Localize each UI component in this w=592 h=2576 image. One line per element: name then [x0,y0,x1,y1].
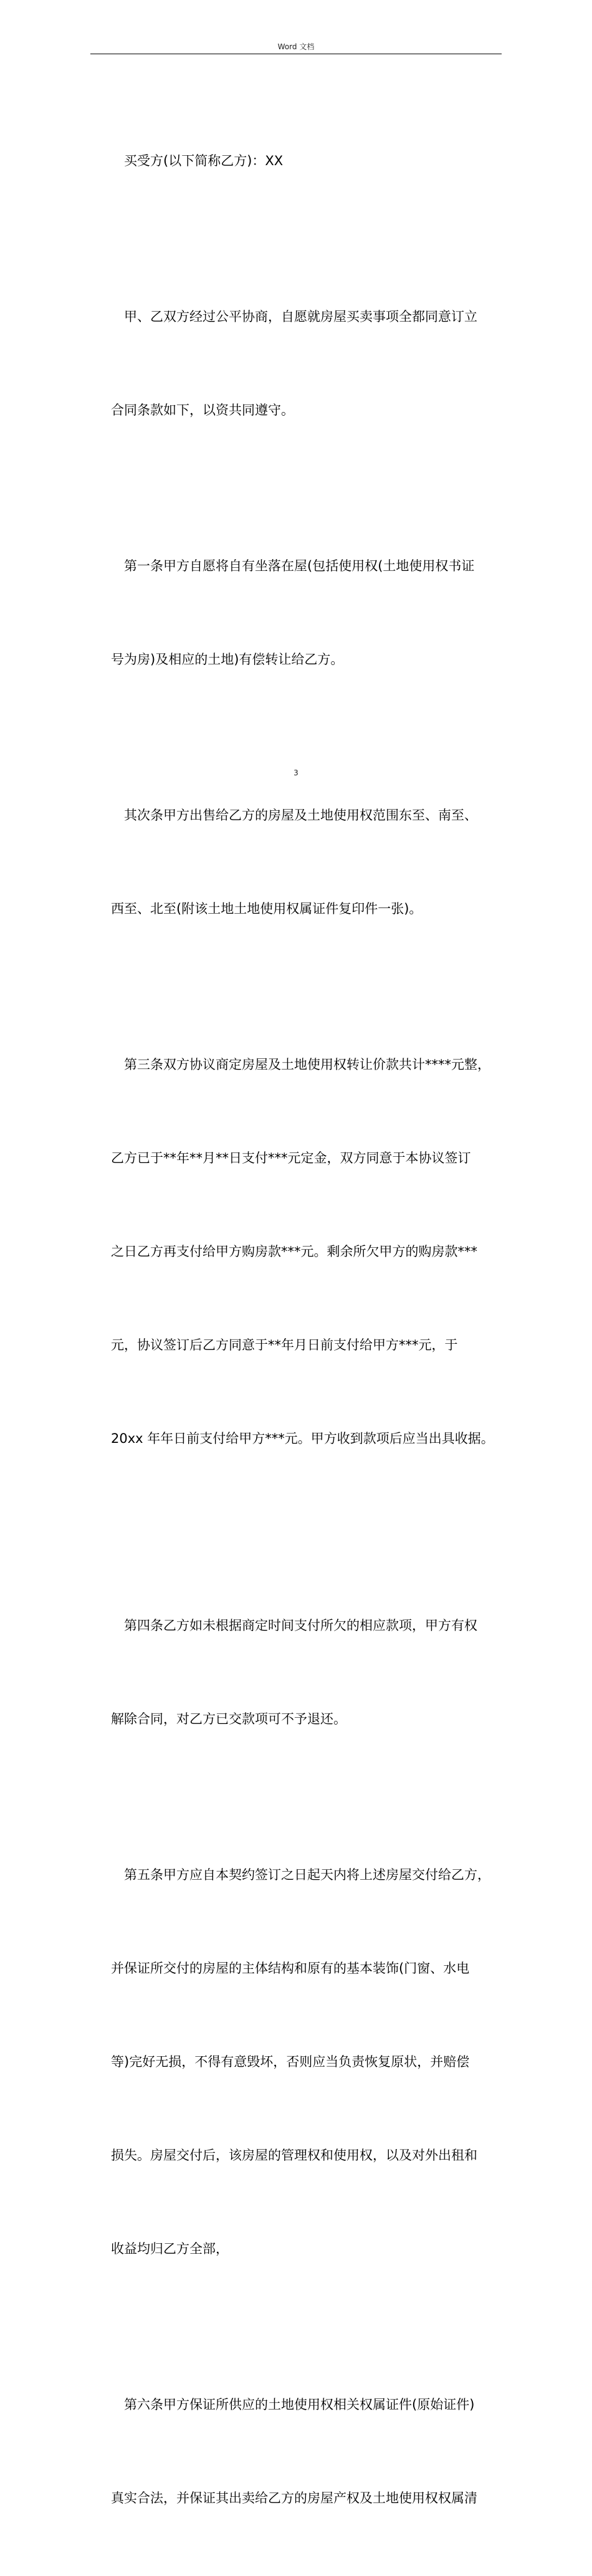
paragraph-article-1 [111,488,504,737]
paragraph-article-3 [111,987,504,1516]
text-line: 乙方已于**年**月**日支付***元定金，双方同意于本协议签订 [111,1151,471,1166]
document-body [111,83,504,2576]
text-line: 20xx 年年日前支付给甲方***元。甲方收到款项后应当出具收据。 [111,1431,494,1446]
text-line: 买受方(以下简称乙方)：XX [124,153,284,168]
paragraph-article-4 [111,1548,504,1797]
text-line: 合同条款如下，以资共同遵守。 [111,403,294,418]
blank-line [111,1516,504,1548]
text-line: 等)完好无损，不得有意毁坏，否则应当负责恢复原状，并赔偿 [111,2054,470,2069]
paragraph-article-5 [111,1797,504,2327]
text-line: 甲、乙双方经过公平协商，自愿就房屋买卖事项全都同意订立 [124,309,477,324]
text-line: 第五条甲方应自本契约签订之日起天内将上述房屋交付给乙方， [124,1867,490,1882]
page-header: Word 文档 [277,42,315,51]
text-line: 解除合同，对乙方已交款项可不予退还。 [111,1712,346,1726]
text-line: 之日乙方再支付给甲方购房款***元。剩余所欠甲方的购房款*** [111,1244,477,1259]
paragraph-article-6 [111,2327,504,2576]
paragraph-buyer [111,83,504,239]
text-line: 其次条甲方出售给乙方的房屋及土地使用权范围东至、南至、 [124,808,477,823]
paragraph-agreement [111,239,504,488]
text-line: 第四条乙方如未根据商定时间支付所欠的相应款项，甲方有权 [124,1618,477,1633]
text-line: 并保证所交付的房屋的主体结构和原有的基本装饰(门窗、水电 [111,1961,470,1976]
text-line: 收益均归乙方全部， [111,2241,229,2256]
text-line: 第六条甲方保证所供应的土地使用权相关权属证件(原始证件) [124,2397,475,2412]
text-line: 第三条双方协议商定房屋及土地使用权转让价款共计****元整， [124,1057,490,1072]
text-line: 第一条甲方自愿将自有坐落在屋(包括使用权(土地使用权书证 [124,558,475,573]
text-line: 号为房)及相应的土地)有偿转让给乙方。 [111,652,344,667]
text-line: 西至、北至(附该土地土地使用权属证件复印件一张)。 [111,901,423,916]
text-line: 真实合法，并保证其出卖给乙方的房屋产权及土地使用权权属清 [111,2491,477,2506]
text-line: 损失。房屋交付后，该房屋的管理权和使用权，以及对外出租和 [111,2148,477,2163]
text-line: 元，协议签订后乙方同意于**年月日前支付给甲方***元，于 [111,1338,458,1353]
page-number: 3 [294,768,298,777]
